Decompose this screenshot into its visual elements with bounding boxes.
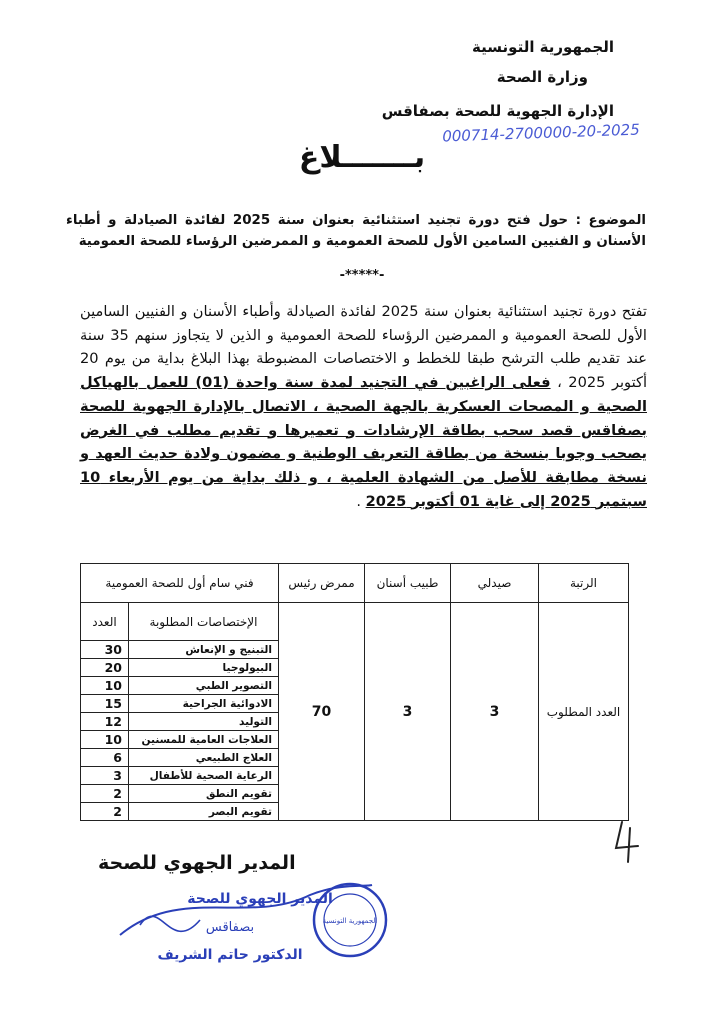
subheader-count: العدد [81, 603, 129, 641]
specialty-name: البيولوجيا [129, 659, 279, 677]
table-subheader-row [81, 603, 629, 641]
body-intro: تفتح دورة تجنيد استثنائية بعنوان سنة 2025 لفائدة الصيادلة وأطباء الأسنان و الفنيين السامين الأول للصحة العمومية و الممرضين الرؤساء للصحة العمومية و الذين لا يتجاوز سنهم 35 سنة عند تقديم طلب الترشح طبقا للخطط و الاختصاصات المضبوطة بهذا البلاغ بداية من يوم 20 أكتوبر 2025 ، [80, 303, 648, 392]
table-header-row [81, 564, 629, 603]
specialty-name: الادوائية الجراحية [129, 695, 279, 713]
header-rank: الرتبة [539, 564, 629, 603]
specialty-name: العلاج الطبيعي [129, 749, 279, 767]
subheader-specialties: الإختصاصات المطلوبة [129, 603, 279, 641]
stamp-line-1: المدير الجهوي للصحة [187, 891, 333, 907]
body-end: . [356, 492, 366, 510]
specialty-count: 10 [81, 677, 129, 695]
specialty-name: تقويم النطق [129, 785, 279, 803]
signer-title: المدير الجهوي للصحة [98, 852, 296, 874]
specialty-name: التوليد [129, 713, 279, 731]
specialty-count: 12 [81, 713, 129, 731]
specialty-count: 2 [81, 785, 129, 803]
header-pharmacist: صيدلي [451, 564, 539, 603]
row-label-required: العدد المطلوب [539, 603, 629, 821]
subject-text: حول فتح دورة تجنيد استثنائية بعنوان سنة 2025 لفائدة الصيادلة و أطباء الأسنان و الفنيين السامين الأول للصحة العمومية و الممرضين الرؤساء للصحة العمومية [66, 213, 646, 249]
body-instructions: فعلى الراغبين في التجنيد لمدة سنة واحدة (01) للعمل بالهياكل الصحية و المصحات العسكرية بالجهة الصحية ، الاتصال بالإدارة الجهوية للصحة بصفاقس قصد سحب بطاقة الإرشادات و تعميرها و تقديم مطلب في الغرض يصحب وجوبا بنسخة من بطاقة التعريف الوطنية و مضمون ولادة حديث العهد و نسخة مطابقة للأصل من الشهادة العلمية ، و ذلك بداية من يوم الأربعاء 10 سبتمبر 2025 إلى غاية 01 أكتوبر 2025 [80, 374, 647, 510]
specialty-count: 6 [81, 749, 129, 767]
official-stamp [110, 865, 420, 980]
head-nurse-count: 70 [279, 603, 365, 821]
header-dentist: طبيب أسنان [365, 564, 451, 603]
stamp-line-2: بصفاقس [205, 920, 255, 935]
specialty-name: تقويم البصر [129, 803, 279, 821]
pharmacist-count: 3 [451, 603, 539, 821]
header-republic: الجمهورية التونسية [472, 38, 614, 56]
specialty-count: 10 [81, 731, 129, 749]
seal-text: الجمهورية التونسية [322, 917, 378, 925]
header-technician: فني سام أول للصحة العمومية [81, 564, 279, 603]
subject-block [66, 210, 646, 252]
initials-mark [600, 818, 650, 866]
subject-label: الموضوع : [575, 213, 646, 228]
stamp-line-3: الدكتور حاتم الشريف [157, 947, 303, 963]
specialty-name: التبنيج و الإنعاش [129, 641, 279, 659]
specialty-count: 30 [81, 641, 129, 659]
specialty-count: 15 [81, 695, 129, 713]
specialty-count: 2 [81, 803, 129, 821]
specialty-name: العلاجات العامية للمسنين [129, 731, 279, 749]
header-ministry: وزارة الصحة [496, 68, 588, 86]
header-directorate: الإدارة الجهوية للصحة بصفاقس [381, 102, 614, 120]
notice-title: بـــــــلاغ [298, 140, 426, 175]
positions-table [80, 563, 629, 821]
specialty-count: 20 [81, 659, 129, 677]
specialty-count: 3 [81, 767, 129, 785]
header-head-nurse: ممرض رئيس [279, 564, 365, 603]
specialty-name: الرعاية الصحية للأطفال [129, 767, 279, 785]
body-paragraph [80, 300, 647, 513]
separator: -*****- [339, 268, 385, 283]
reference-number: 000714-2700000-20-2025 [441, 120, 641, 146]
specialty-name: التصوير الطبي [129, 677, 279, 695]
dentist-count: 3 [365, 603, 451, 821]
